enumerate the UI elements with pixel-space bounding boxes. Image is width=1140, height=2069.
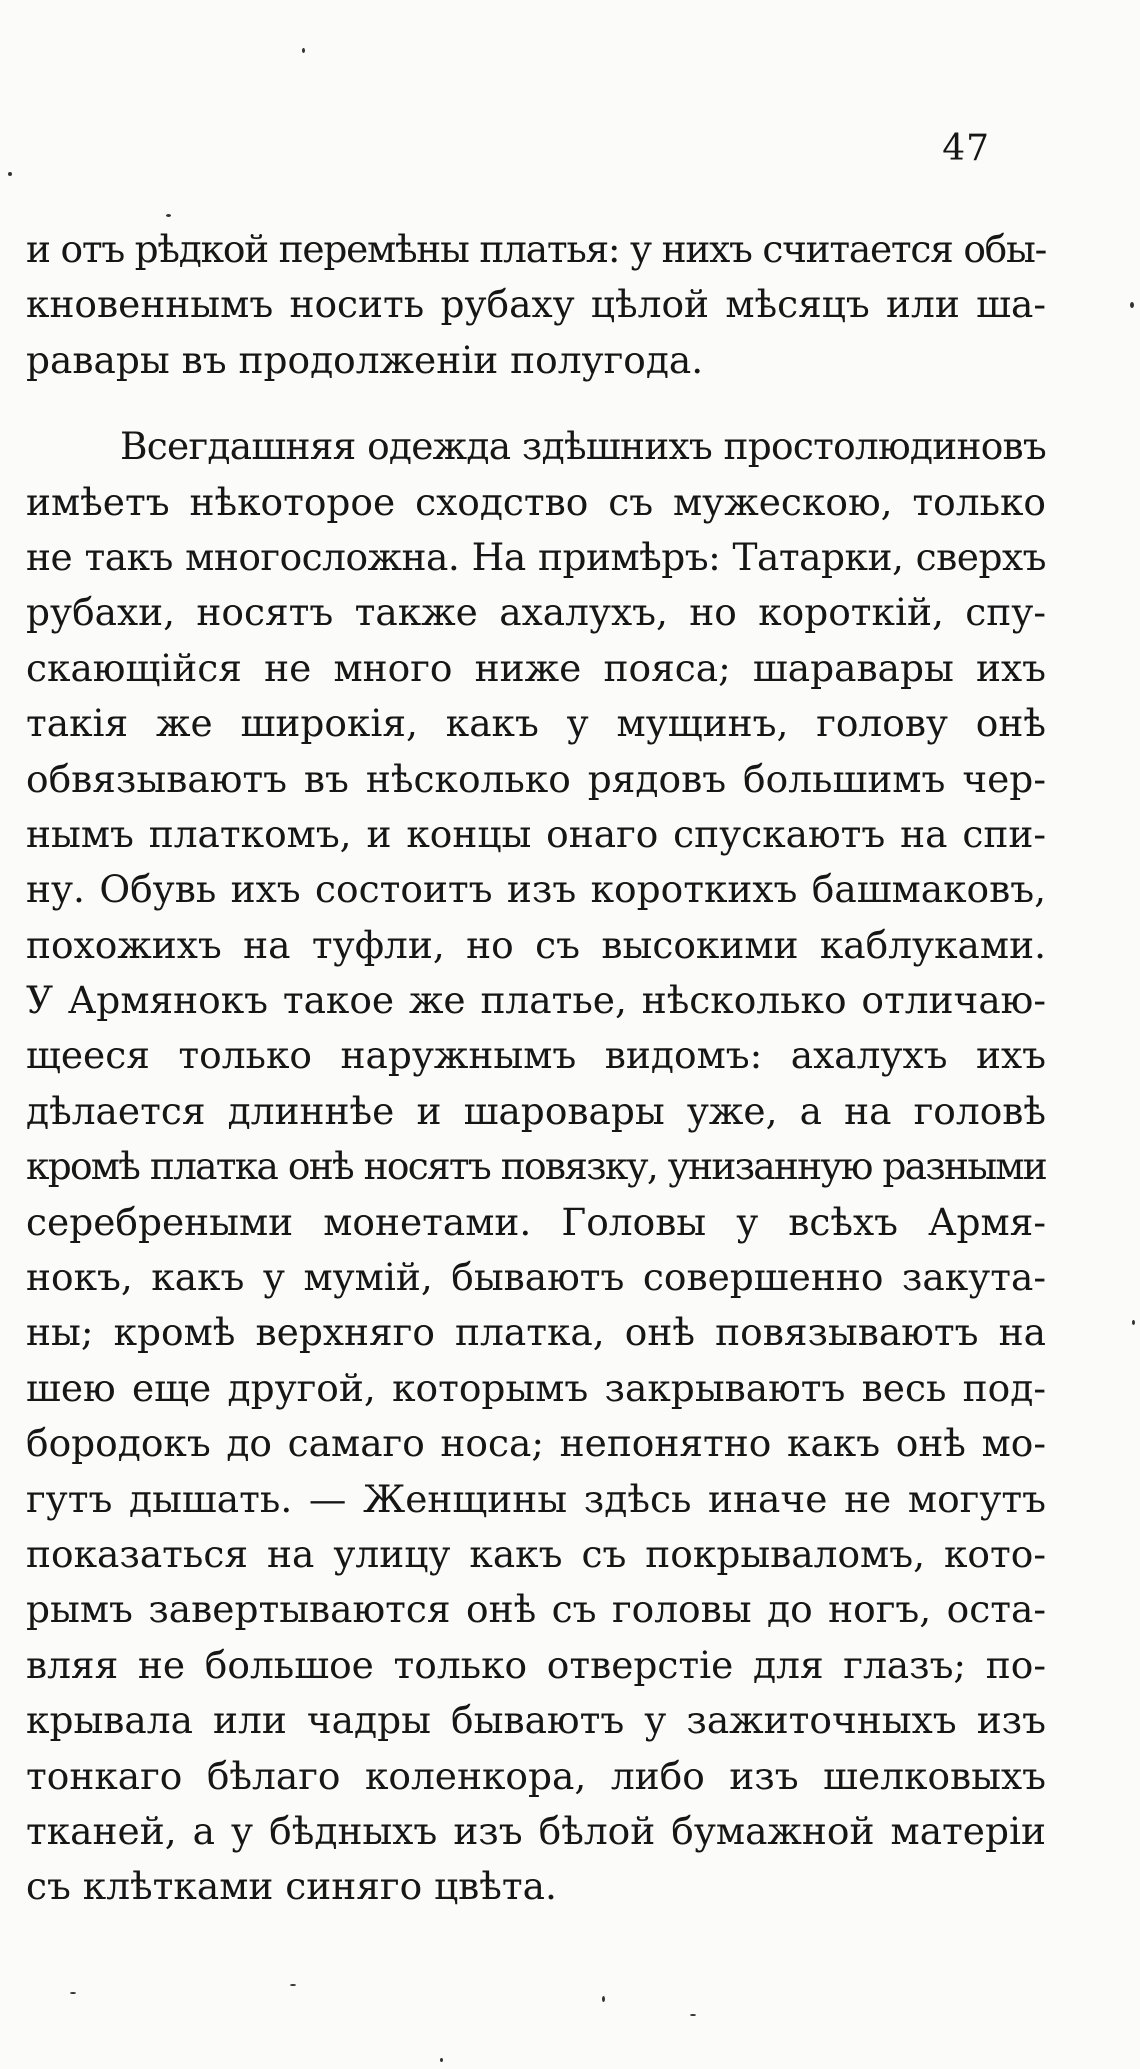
text-line: похожихъ на туфли, но съ высокими каблуками. [26,922,1046,967]
text-line: рымъ завертываются онѣ съ головы до ногъ, оста- [26,1587,1046,1632]
text-line: вляя не большое только отверстіе для глазъ; по- [26,1642,1046,1687]
text-line: дѣлается длиннѣе и шаровары уже, а на головѣ [26,1088,1046,1133]
scan-speck [70,1992,76,1994]
text-line: щееся только наружнымъ видомъ: ахалухъ ихъ [26,1033,1046,1078]
page-number: 47 [942,128,990,169]
text-line: тонкаго бѣлаго коленкора, либо изъ шелковыхъ [26,1753,1046,1798]
text-line: ны; кромѣ верхняго платка, онѣ повязываютъ на [26,1310,1046,1355]
text-line: Всегдашняя одежда здѣшнихъ простолюдиновъ [120,424,1046,469]
text-line: кромѣ платка онѣ носятъ повязку, унизанную разными [26,1144,1046,1189]
text-line: У Армянокъ такое же платье, нѣсколько отличаю- [26,978,1046,1023]
text-line: тканей, а у бѣдныхъ изъ бѣлой бумажной матеріи [26,1808,1046,1853]
paragraph-gap [26,388,1046,419]
scan-speck [602,1996,605,2002]
text-line: гутъ дышать. — Женщины здѣсь иначе не могутъ [26,1476,1046,1521]
scan-speck [1132,1320,1135,1325]
text-line: не такъ многосложна. На примѣръ: Татарки, сверхъ [26,534,1046,579]
text-line: имѣетъ нѣкоторое сходство съ мужескою, только [26,479,1046,524]
text-line: обвязываютъ въ нѣсколько рядовъ большимъ чер- [26,756,1046,801]
text-line: равары въ продолженіи полугода. [26,337,704,382]
scan-speck [290,1984,296,1986]
text-line: нымъ платкомъ, и концы онаго спускаютъ на спи- [26,811,1046,856]
scan-speck [302,48,305,53]
text-line: ну. Обувь ихъ состоитъ изъ короткихъ башмаковъ, [26,867,1046,912]
text-line: нокъ, какъ у мумій, бываютъ совершенно закута- [26,1255,1046,1300]
scan-speck [166,214,171,217]
scan-speck [690,2014,696,2016]
text-line: съ клѣтками синяго цвѣта. [26,1864,557,1909]
scan-speck [440,2058,443,2062]
text-line: показаться на улицу какъ съ покрываломъ, кото- [26,1531,1046,1576]
text-line: шею еще другой, которымъ закрываютъ весь под- [26,1365,1046,1410]
body-text [26,222,1046,1915]
text-line: кновеннымъ носить рубаху цѣлой мѣсяцъ или ша- [26,282,1046,327]
text-line: скающійся не много ниже пояса; шаравары ихъ [26,645,1046,690]
text-line: бородокъ до самаго носа; непонятно какъ онѣ мо- [26,1421,1046,1466]
text-line: рубахи, носятъ также ахалухъ, но короткій, спу- [26,590,1046,635]
text-line: крывала или чадры бываютъ у зажиточныхъ изъ [26,1698,1046,1743]
scan-speck [1130,302,1134,308]
text-line: такія же широкія, какъ у мущинъ, голову онѣ [26,701,1046,746]
text-line: серебреными монетами. Головы у всѣхъ Армя- [26,1199,1046,1244]
scan-speck [8,172,12,176]
text-line: и отъ рѣдкой перемѣны платья: у нихъ считается обы- [26,227,1046,271]
